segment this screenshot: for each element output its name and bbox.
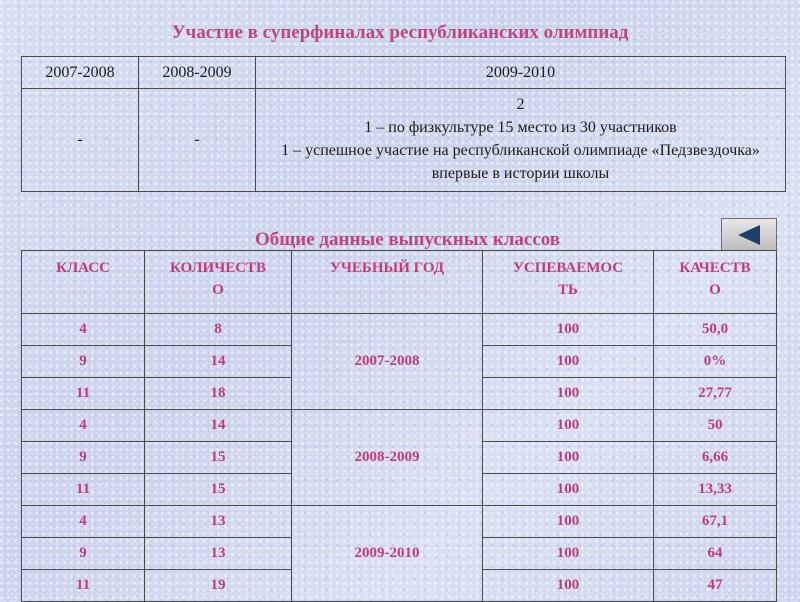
cell-success: 100 (483, 442, 654, 474)
header-success: УСПЕВАЕМОС ТЬ (483, 251, 654, 314)
olympiad-header-2008: 2008-2009 (139, 57, 256, 89)
back-button[interactable] (721, 218, 777, 251)
olympiad-cell-2007: - (22, 89, 139, 192)
cell-class: 9 (22, 346, 145, 378)
cell-success: 100 (483, 346, 654, 378)
cell-class: 11 (22, 570, 145, 602)
cell-success: 100 (483, 410, 654, 442)
olympiad-cell-2009 (256, 89, 786, 192)
cell-quality: 50,0 (654, 314, 777, 346)
olympiads-table (21, 56, 786, 192)
header-school-year: УЧЕБНЫЙ ГОД (292, 251, 483, 314)
cell-quality: 0% (654, 346, 777, 378)
olympiad-cell-2008: - (139, 89, 256, 192)
olympiad-header-2009: 2009-2010 (256, 57, 786, 89)
cell-count: 15 (145, 474, 292, 506)
table-row (22, 506, 777, 538)
cell-success: 100 (483, 378, 654, 410)
cell-school-year: 2009-2010 (292, 506, 483, 602)
header-count: КОЛИЧЕСТВ О (145, 251, 292, 314)
cell-quality: 13,33 (654, 474, 777, 506)
cell-quality: 67,1 (654, 506, 777, 538)
cell-quality: 50 (654, 410, 777, 442)
cell-quality: 6,66 (654, 442, 777, 474)
cell-success: 100 (483, 506, 654, 538)
table-row (22, 314, 777, 346)
cell-class: 11 (22, 474, 145, 506)
olympiads-title: Участие в суперфиналах республиканских олимпиад (171, 22, 629, 43)
cell-school-year: 2007-2008 (292, 314, 483, 410)
olympiad-header-2007: 2007-2008 (22, 57, 139, 89)
cell-class: 4 (22, 410, 145, 442)
graduates-title: Общие данные выпускных классов (254, 229, 561, 250)
graduates-table (21, 250, 777, 602)
olympiad-line-pedzvezdochka: 1 – успешное участие на республиканской олимпиаде «Педзвездочка» впервые в истории школы (281, 142, 760, 182)
table-row (22, 410, 777, 442)
cell-count: 14 (145, 410, 292, 442)
cell-class: 9 (22, 538, 145, 570)
olympiad-line-sport: 1 – по физкультуре 15 место из 30 участников (364, 119, 677, 136)
cell-count: 18 (145, 378, 292, 410)
header-class: КЛАСС (22, 251, 145, 314)
cell-school-year: 2008-2009 (292, 410, 483, 506)
cell-count: 13 (145, 538, 292, 570)
cell-class: 4 (22, 314, 145, 346)
cell-success: 100 (483, 314, 654, 346)
cell-quality: 27,77 (654, 378, 777, 410)
cell-count: 14 (145, 346, 292, 378)
cell-count: 19 (145, 570, 292, 602)
cell-quality: 64 (654, 538, 777, 570)
cell-success: 100 (483, 538, 654, 570)
cell-success: 100 (483, 474, 654, 506)
header-quality: КАЧЕСТВ О (654, 251, 777, 314)
cell-class: 11 (22, 378, 145, 410)
cell-quality: 47 (654, 570, 777, 602)
cell-count: 15 (145, 442, 292, 474)
graduates-body (22, 314, 777, 602)
cell-count: 8 (145, 314, 292, 346)
olympiad-line-total: 2 (516, 96, 525, 113)
cell-count: 13 (145, 506, 292, 538)
cell-class: 4 (22, 506, 145, 538)
back-arrow-icon (734, 224, 764, 246)
cell-success: 100 (483, 570, 654, 602)
cell-class: 9 (22, 442, 145, 474)
